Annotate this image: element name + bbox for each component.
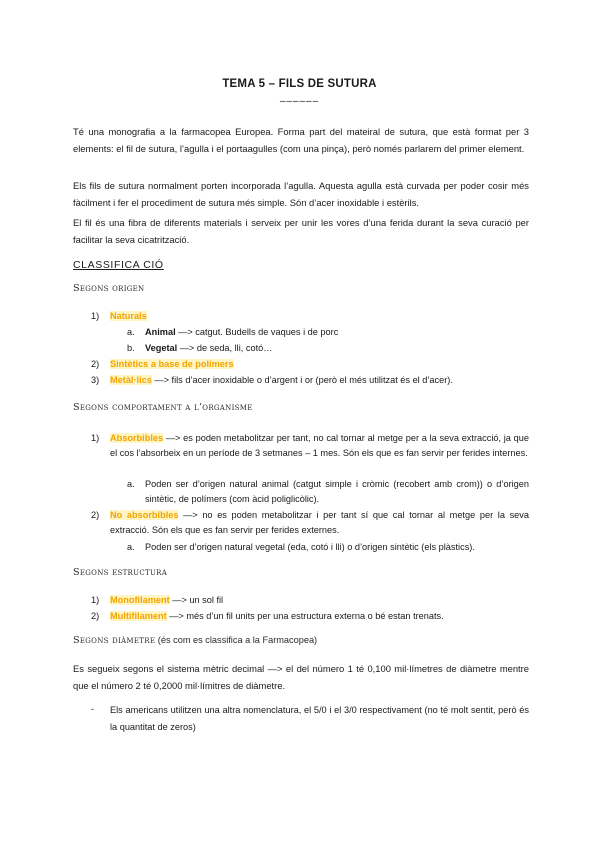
- comportament-item2-sub: Poden ser d’origen natural vegetal (eda, cotó i lli) o d’origen sintètic (els plàstics).: [145, 542, 475, 552]
- origen-item1: [110, 309, 147, 324]
- intro-paragraph-2: Els fils de sutura normalment porten incorporada l’agulla. Aquesta agulla està curvada per poder cosir més fàcilment i fer el procediment de sutura més simple. Són d’acer inoxidable i estèrils.: [73, 180, 529, 208]
- diametre-bullet-symbol: -: [91, 704, 95, 714]
- origen-item3-label: Metàl·lics: [110, 375, 152, 385]
- estructura-item1: [110, 593, 223, 608]
- diametre-bullet-text: Els americans utilitzen una altra nomenclatura, el 5/0 i el 3/0 respectivament (no té molt sentit, però és la quantitat de zeros): [110, 705, 529, 732]
- origen-sub-b-text: —> de seda, lli, cotó…: [177, 343, 273, 353]
- comportament-item2: [110, 508, 529, 538]
- estructura-item2-number: 2): [91, 611, 100, 621]
- comportament-item1: [110, 431, 529, 461]
- estructura-item2-text: —> més d’un fil units per una estructura externa o bé estan trenats.: [166, 611, 444, 621]
- origen-item2-label: Sintètics a base de polímers: [110, 359, 234, 369]
- comportament-item1-sub: Poden ser d’origen natural animal (catgut simple i cròmic (recobert amb crom)) o d’origen sintètic, de polímers (com àcid poliglicòlic).: [145, 479, 529, 504]
- origen-sub-a-letter: a.: [127, 327, 135, 337]
- origen-item3-text: —> fils d’acer inoxidable o d’argent i or (però el més utilitzat és el d’acer).: [151, 375, 453, 385]
- origen-sub-a-text: —> catgut. Budells de vaques i de porc: [175, 327, 339, 337]
- origen-sub-b-letter: b.: [127, 343, 135, 353]
- estructura-item1-number: 1): [91, 595, 100, 605]
- comportament-item2-number: 2): [91, 510, 100, 520]
- page-title: TEMA 5 – FILS DE SUTURA: [222, 78, 377, 90]
- origen-item1-number: 1): [91, 311, 100, 321]
- comportament-item2-text: —> no es poden metabolitzar i per tant sí que cal tornar al metge per la seva extracció. Són els que es fan servir per ferides externes.: [110, 510, 529, 535]
- title-rule: ––––––: [279, 96, 320, 107]
- diametre-heading-label: Segons diàmetre: [73, 635, 156, 646]
- intro-paragraph-3: El fil és una fibra de diferents materials i serveix per unir les vores d’una ferida durant la seva curació per facilitar la seva cicatrització.: [73, 217, 529, 245]
- origen-sub-b-label: Vegetal: [145, 343, 178, 353]
- estructura-item1-text: —> un sol fil: [169, 595, 224, 605]
- origen-item2-number: 2): [91, 359, 100, 369]
- classification-heading: CLASSIFICA CIÓ: [73, 259, 164, 271]
- comportament-item1-sub-letter: a.: [127, 479, 135, 489]
- comportament-item2-sub-letter: a.: [127, 542, 135, 552]
- origen-sub-a-label: Animal: [145, 327, 176, 337]
- origen-sub-b: [145, 341, 272, 356]
- comportament-item1-number: 1): [91, 433, 100, 443]
- estructura-item2-label: Multifilament: [110, 611, 167, 621]
- diametre-heading: [73, 635, 317, 646]
- diametre-heading-note: (és com es classifica a la Farmacopea): [155, 635, 318, 645]
- estructura-item2: [110, 609, 444, 624]
- origen-item3: [110, 373, 453, 388]
- origen-item3-number: 3): [91, 375, 100, 385]
- origen-sub-a: [145, 325, 338, 340]
- origen-item1-label: Naturals: [110, 311, 147, 321]
- origen-heading: Segons origen: [73, 283, 145, 294]
- comportament-heading: Segons comportament a l’organisme: [73, 402, 253, 413]
- estructura-item1-label: Monofilament: [110, 595, 170, 605]
- origen-item2: [110, 357, 234, 372]
- comportament-item1-text: —> es poden metabolitzar per tant, no cal tornar al metge per a la seva extracció, ja que el cos l’absorbeix en un període de 3 setmanes – 1 mes. Són els que es fan servir per ferides internes.: [110, 433, 529, 458]
- diametre-paragraph: Es segueix segons el sistema mètric decimal —> el del número 1 té 0,100 mil·límetres de diàmetre mentre que el número 2 té 0,2000 mil·límitres de diàmetre.: [73, 663, 529, 691]
- intro-paragraph-1: Té una monografia a la farmacopea Europea. Forma part del mateiral de sutura, que està format per 3 elements: el fil de sutura, l’agulla i el portaagulles (com una pinça), però només parlarem del primer element.: [73, 126, 529, 154]
- comportament-item1-label: Absorbibles: [110, 433, 164, 443]
- estructura-heading: Segons estructura: [73, 567, 168, 578]
- comportament-item2-label: No absorbibles: [110, 510, 179, 520]
